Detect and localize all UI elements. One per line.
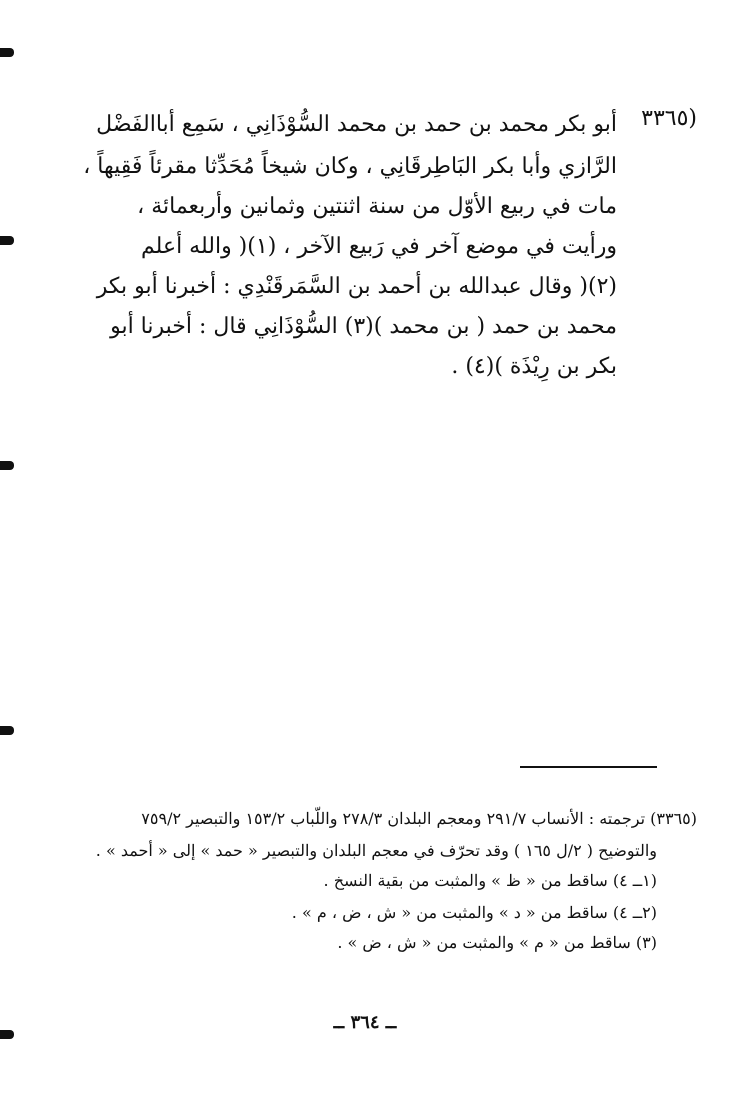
footnote-line: (٢ــ ٤) ساقط من « د » والمثبت من « ش ، ض ، م » . — [291, 903, 657, 922]
entry-number: (٣٣٦٥ — [641, 106, 697, 131]
footnote-line: (١ــ ٤) ساقط من « ظ » والمثبت من بقية النسخ . — [323, 871, 657, 890]
entry-line: مات في ربيع الأوّل من سنة اثنتين وثمانين وأربعمائة ، — [137, 194, 617, 219]
binding-mark — [0, 48, 14, 57]
footnote-line: والتوضيح ( ٢/ل ١٦٥ ) وقد تحرّف في معجم البلدان والتبصير « حمد » إلى « أحمد » . — [95, 841, 657, 860]
entry-line: ورأيت في موضع آخر في رَبيع الآخر ، (١)( والله أعلم — [141, 234, 617, 259]
footnote-separator — [520, 766, 657, 768]
entry-line: (٢)( وقال عبدالله بن أحمد بن السَّمَرقَنْدِي : أخبرنا أبو بكر — [96, 274, 617, 299]
page-number: ــ ٣٦٤ ــ — [333, 1012, 397, 1033]
binding-mark — [0, 236, 14, 245]
entry-line: أبو بكر محمد بن حمد بن محمد السُّوْذَانِي ، سَمِع أباالفَضْل — [96, 112, 617, 137]
entry-line: محمد بن حمد ( بن محمد )(٣) السُّوْذَانِي قال : أخبرنا أبو — [110, 314, 617, 339]
binding-mark — [0, 1030, 14, 1039]
binding-mark — [0, 461, 14, 470]
binding-mark — [0, 726, 14, 735]
footnote-line: (٣) ساقط من « م » والمثبت من « ش ، ض » . — [337, 933, 657, 952]
entry-line: الرَّازي وأبا بكر البَاطِرقَانِي ، وكان شيخاً مُحَدِّثا مقرئاً فَقِيهاً ، — [83, 154, 617, 179]
entry-line: بكر بن رِيْذَة )(٤) . — [451, 354, 617, 379]
footnote-line: (٣٣٦٥) ترجمته : الأنساب ٢٩١/٧ ومعجم البلدان ٢٧٨/٣ واللّباب ١٥٣/٢ والتبصير ٧٥٩/٢ — [141, 809, 697, 828]
